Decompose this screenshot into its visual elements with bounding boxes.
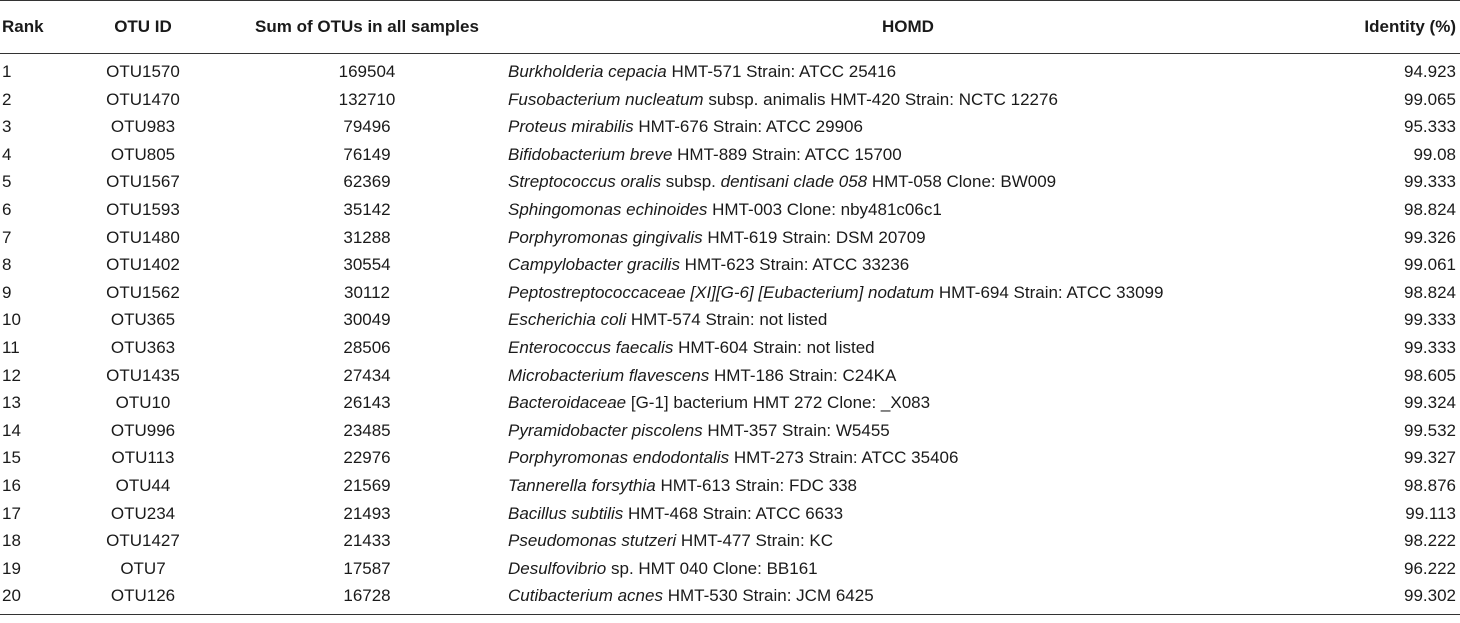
cell-identity: 98.824	[1404, 282, 1456, 302]
cell-otu-id: OTU1435	[106, 365, 180, 385]
cell-sum: 62369	[343, 172, 391, 192]
taxon-name: Desulfovibrio	[508, 558, 607, 578]
taxon-name: Burkholderia cepacia	[508, 62, 667, 81]
cell-identity: 99.333	[1404, 310, 1456, 330]
taxon-detail: HMT-357 Strain: W5455	[702, 420, 890, 440]
cell-rank: 17	[2, 503, 21, 523]
taxon-name: Tannerella forsythia	[508, 475, 656, 495]
taxon-name: Enterococcus faecalis	[508, 337, 674, 357]
table-row	[0, 500, 1460, 528]
taxon-name: Bifidobacterium breve	[508, 144, 673, 164]
cell-homd	[508, 54, 1308, 86]
cell-identity: 99.333	[1404, 337, 1456, 357]
cell-identity: 99.326	[1404, 227, 1456, 247]
cell-identity: 99.065	[1404, 89, 1456, 109]
cell-rank: 5	[2, 172, 12, 192]
cell-homd	[508, 472, 1308, 500]
header-row	[0, 1, 1460, 54]
cell-homd	[508, 555, 1308, 583]
taxon-detail: subsp. animalis HMT-420 Strain: NCTC 12276	[703, 89, 1058, 109]
table-row	[0, 54, 1460, 86]
cell-rank: 3	[2, 117, 12, 137]
taxon-detail: HMT-468 Strain: ATCC 6633	[623, 503, 844, 523]
cell-rank: 4	[2, 144, 12, 164]
cell-rank: 18	[2, 531, 21, 551]
taxon-detail: HMT-571 Strain: ATCC 25416	[666, 62, 897, 81]
cell-sum: 21569	[343, 475, 391, 495]
cell-sum: 26143	[343, 393, 391, 413]
cell-identity: 95.333	[1404, 117, 1456, 137]
cell-sum: 16728	[226, 582, 508, 614]
taxon-detail: HMT-676 Strain: ATCC 29906	[633, 117, 863, 137]
taxon-detail: HMT-058 Clone: BW009	[867, 172, 1057, 192]
cell-identity: 96.222	[1404, 558, 1456, 578]
taxon-detail: HMT-186 Strain: C24KA	[709, 365, 897, 385]
cell-otu-id: OTU365	[110, 310, 176, 330]
cell-rank: 16	[2, 475, 21, 495]
cell-homd	[508, 251, 1308, 279]
cell-otu-id: OTU996	[110, 420, 176, 440]
cell-otu-id: OTU1593	[106, 199, 180, 219]
cell-sum: 23485	[343, 420, 391, 440]
cell-homd	[508, 444, 1308, 472]
cell-sum: 79496	[343, 117, 391, 137]
taxon-detail: subsp.	[661, 172, 721, 192]
taxon-detail: HMT-530 Strain: JCM 6425	[662, 586, 874, 606]
taxon-name: dentisani clade 058	[720, 172, 868, 192]
cell-identity: 99.302	[1308, 582, 1460, 614]
taxon-detail: HMT-273 Strain: ATCC 35406	[729, 448, 959, 468]
cell-otu-id: OTU805	[110, 144, 176, 164]
taxon-name: Escherichia coli	[508, 310, 627, 330]
cell-homd	[508, 389, 1308, 417]
cell-sum: 17587	[343, 558, 391, 578]
table-row	[0, 168, 1460, 196]
cell-sum: 21433	[343, 531, 391, 551]
taxon-detail: HMT-619 Strain: DSM 20709	[702, 227, 926, 247]
cell-identity: 99.113	[1405, 503, 1456, 523]
cell-homd	[508, 224, 1308, 252]
taxon-name: Campylobacter gracilis	[508, 255, 680, 275]
cell-sum: 132710	[338, 89, 396, 109]
cell-homd	[508, 196, 1308, 224]
cell-identity: 99.327	[1404, 448, 1456, 468]
table-row	[0, 334, 1460, 362]
taxon-detail: HMT-694 Strain: ATCC 33099	[934, 282, 1164, 302]
taxon-detail: HMT-574 Strain: not listed	[626, 310, 828, 330]
header-otu-id: OTU ID	[60, 1, 226, 54]
cell-sum: 28506	[343, 337, 391, 357]
table-row	[0, 113, 1460, 141]
cell-homd	[508, 306, 1308, 334]
table-row	[0, 251, 1460, 279]
cell-otu-id: OTU113	[111, 448, 175, 468]
cell-rank: 12	[2, 365, 21, 385]
cell-identity: 94.923	[1404, 62, 1456, 81]
taxon-name: Pseudomonas stutzeri	[508, 531, 677, 551]
cell-sum: 22976	[343, 448, 391, 468]
taxon-detail: sp. HMT 040 Clone: BB161	[606, 558, 818, 578]
cell-rank: 20	[0, 582, 60, 614]
cell-rank: 1	[2, 62, 12, 81]
table-row	[0, 196, 1460, 224]
table-row	[0, 389, 1460, 417]
table-row	[0, 362, 1460, 390]
cell-rank: 7	[2, 227, 12, 247]
table-row	[0, 527, 1460, 555]
cell-sum: 76149	[343, 144, 391, 164]
cell-identity: 98.222	[1404, 531, 1456, 551]
taxon-name: Bacillus subtilis	[508, 503, 624, 523]
cell-rank: 6	[2, 199, 12, 219]
cell-sum: 169504	[338, 62, 396, 81]
taxon-name: Porphyromonas gingivalis	[508, 227, 703, 247]
table-row	[0, 224, 1460, 252]
cell-otu-id: OTU7	[120, 558, 166, 578]
cell-otu-id: OTU1470	[106, 89, 180, 109]
cell-sum: 35142	[343, 199, 391, 219]
taxon-detail: HMT-477 Strain: KC	[676, 531, 834, 551]
cell-identity: 99.08	[1413, 144, 1456, 164]
table-row	[0, 472, 1460, 500]
header-rank: Rank	[0, 1, 60, 54]
taxon-name: Microbacterium flavescens	[508, 365, 710, 385]
table-row	[0, 279, 1460, 307]
cell-homd	[508, 582, 1308, 614]
cell-rank: 2	[2, 89, 12, 109]
cell-rank: 10	[2, 310, 21, 330]
cell-homd	[508, 113, 1308, 141]
cell-homd	[508, 279, 1308, 307]
table-row	[0, 417, 1460, 445]
header-identity: Identity (%)	[1308, 1, 1460, 54]
cell-rank: 8	[2, 255, 12, 275]
cell-otu-id: OTU10	[115, 393, 171, 413]
taxon-name: Cutibacterium acnes	[508, 586, 663, 606]
cell-otu-id: OTU363	[110, 337, 176, 357]
taxon-detail: HMT-604 Strain: not listed	[673, 337, 875, 357]
table-row	[0, 306, 1460, 334]
cell-identity: 99.333	[1404, 172, 1456, 192]
taxon-detail: HMT-613 Strain: FDC 338	[655, 475, 857, 495]
table-row	[0, 582, 1460, 614]
table-row	[0, 86, 1460, 114]
cell-otu-id: OTU1562	[106, 282, 180, 302]
cell-otu-id: OTU1427	[106, 531, 180, 551]
cell-identity: 99.324	[1404, 393, 1456, 413]
cell-sum: 27434	[343, 365, 391, 385]
table-row	[0, 555, 1460, 583]
taxon-detail: [G-1] bacterium HMT 272 Clone: _X083	[626, 393, 931, 413]
cell-sum: 30049	[343, 310, 391, 330]
cell-rank: 9	[2, 282, 12, 302]
cell-homd	[508, 334, 1308, 362]
cell-identity: 98.605	[1404, 365, 1456, 385]
cell-otu-id: OTU1402	[106, 255, 180, 275]
cell-otu-id: OTU1480	[106, 227, 180, 247]
cell-identity: 99.532	[1404, 420, 1456, 440]
table-header	[0, 1, 1460, 54]
cell-otu-id: OTU234	[110, 503, 176, 523]
table-row	[0, 141, 1460, 169]
cell-homd	[508, 141, 1308, 169]
cell-otu-id: OTU983	[110, 117, 176, 137]
cell-rank: 14	[2, 420, 21, 440]
taxon-name: Fusobacterium nucleatum	[508, 89, 704, 109]
taxon-detail: HMT-623 Strain: ATCC 33236	[679, 255, 910, 275]
cell-sum: 30554	[343, 255, 391, 275]
cell-identity: 99.061	[1404, 255, 1456, 275]
table-body	[0, 54, 1460, 615]
taxon-name: Streptococcus oralis	[508, 172, 662, 192]
taxon-name: Pyramidobacter piscolens	[508, 420, 703, 440]
cell-otu-id: OTU44	[115, 475, 171, 495]
cell-rank: 19	[2, 558, 21, 578]
taxon-name: Proteus mirabilis	[508, 117, 634, 137]
cell-homd	[508, 417, 1308, 445]
cell-identity: 98.876	[1404, 475, 1456, 495]
cell-rank: 13	[2, 393, 21, 413]
cell-sum: 21493	[343, 503, 391, 523]
cell-homd	[508, 362, 1308, 390]
taxon-detail: HMT-003 Clone: nby481c06c1	[707, 199, 942, 219]
cell-identity: 98.824	[1404, 199, 1456, 219]
cell-sum: 30112	[343, 282, 390, 302]
taxon-name: Porphyromonas endodontalis	[508, 448, 730, 468]
cell-rank: 11	[2, 337, 20, 357]
cell-otu-id: OTU1567	[106, 172, 180, 192]
cell-homd	[508, 168, 1308, 196]
taxon-detail: HMT-889 Strain: ATCC 15700	[672, 144, 902, 164]
cell-homd	[508, 86, 1308, 114]
taxon-name: Bacteroidaceae	[508, 393, 627, 413]
cell-otu-id: OTU1570	[106, 62, 180, 81]
header-sum: Sum of OTUs in all samples	[226, 1, 508, 54]
taxon-name: Sphingomonas echinoides	[508, 199, 708, 219]
table-row	[0, 444, 1460, 472]
taxon-name: Peptostreptococcaceae [XI][G-6] [Eubacterium] nodatum	[508, 282, 935, 302]
header-homd: HOMD	[508, 1, 1308, 54]
cell-rank: 15	[2, 448, 21, 468]
cell-homd	[508, 527, 1308, 555]
cell-homd	[508, 500, 1308, 528]
cell-otu-id: OTU126	[60, 582, 226, 614]
cell-sum: 31288	[343, 227, 391, 247]
